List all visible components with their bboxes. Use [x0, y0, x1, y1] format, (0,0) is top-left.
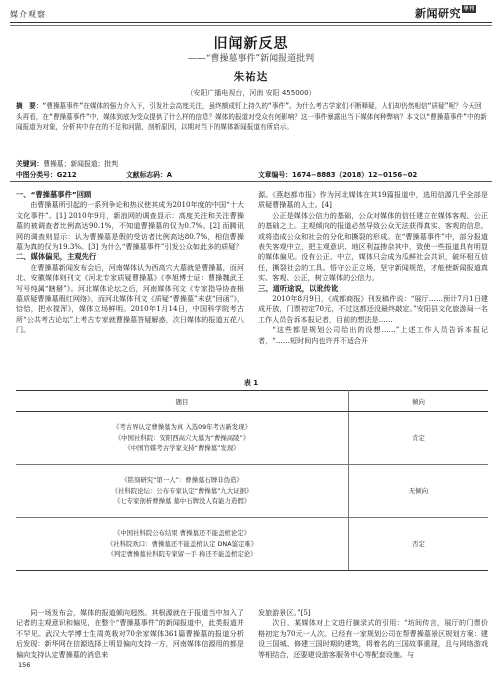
- table-header-tendency: 倾向: [349, 391, 489, 412]
- keywords-label: 关键词：: [16, 160, 44, 168]
- news-title: 《中国社科院公布结果 曹操墓还不能盖棺论定》: [113, 529, 251, 538]
- abstract-text: “曹操墓事件”在媒体的强力介入下，引发社会高度关注，虽终额成钉上持久的“事件”。为什么考古学家们不断释疑，人们却仍然相信“质疑”呢？今天回头再看，在“曹操墓事件”中，媒体到底为受众提供了什么样的信息？媒体的报道对受众有何影响？这一事件暴露出当下媒体何种弊病？本文以“曹操墓事件”中的新闻报道为对象，分析其中存在的不足和问题，剖析原因，以期对当下的媒体新闻报道有所启示。: [16, 102, 487, 132]
- journal-logo-main: 新闻研究: [415, 7, 461, 20]
- document-code: 文献标志码：A: [126, 171, 173, 179]
- paragraph: 次日，某媒体对上文进行摘录式的引用：“坊间传言，展厅的门票价格初定为70元一人次。已经有一家规划公司在帮曹操墓景区规划方案：建设三国城、修建三国时期的建筑，将着名的三国故事重现，且与网络游戏等相结合，还要建设游客服务中心等配套设施。与: [258, 618, 488, 659]
- news-title: 《中国官媒考古学家支持“曹操墓”发现》: [124, 444, 240, 453]
- journal-logo: [415, 5, 476, 21]
- keywords-text: 曹操墓；新闻报道；批判: [43, 160, 118, 168]
- table-1: [16, 390, 488, 571]
- table-row: [16, 465, 488, 518]
- news-title: 《七专家剖析曹操墓 墓中石牌没人有能力造假》: [113, 497, 251, 506]
- section-heading-3: 三、道听途说，以讹传讹: [258, 283, 339, 293]
- page-number: 156: [18, 661, 31, 669]
- header-rule: [10, 22, 492, 23]
- table-cell-tendency: 肯定: [349, 412, 489, 465]
- body-column-left-lower: [16, 608, 244, 660]
- body-column-right-lower: [258, 608, 488, 660]
- section-heading-1: 一、“曹操墓事件”回顾: [16, 190, 92, 199]
- table-caption: 表 1: [243, 379, 259, 387]
- table-cell-titles: [16, 518, 349, 571]
- section-heading-2: 二、媒体偏见，主观先行: [16, 252, 97, 262]
- abstract: [16, 101, 488, 133]
- body-column-left: [16, 190, 244, 336]
- paragraph: 源。《燕赵都市报》作为河北媒体在其19篇报道中，选用信源几乎全部是质疑曹操墓的人士。[4]: [258, 190, 488, 210]
- journal-logo-sub: 导刊: [463, 6, 475, 12]
- author-affiliation: （安阳广播电视台，河南 安阳 455000）: [186, 89, 316, 97]
- abstract-label: 摘 要：: [16, 102, 43, 110]
- paragraph: 公正是媒体公信力的基础，公众对媒体的信任建立在媒体客观、公正的基础之上。主观倾向的报道必然导致公众无法获得真实、客观的信息，或将造成公众和社会的分化和撕裂的形成。在“曹操墓事件”中，部分报道表失客观中立，把主观意识、地区利益掺杂其中，致使一些报道具有明显的媒体偏见。没有公正、中立，媒体只会成为瓜鲜社会共识，破坏相互信任，撕裂社会的工具。悟守公正立场，坚守新闻规范，才能使新闻报道真实、客观、公正，树立媒体的公信力。: [258, 210, 488, 283]
- keywords: [16, 158, 118, 168]
- table-header-row: [16, 391, 488, 412]
- paragraph: 2010年8月9日，《成都商报》刊发稿件说：“展厅……预计7月1日建成开放，门票初定70元，不过这都还没最终敲定。”安阳县文化旅游局一名工作人员告诉本报记者，目前的想法是……: [258, 294, 488, 324]
- article-author: 朱祐达: [233, 71, 269, 83]
- header-rule-thin: [10, 25, 492, 26]
- paragraph: “这些都是规划公司给出的设想……”上述工作人员告诉本报记者，“……短时间内也许并不适合开: [258, 325, 488, 345]
- table-row: [16, 412, 488, 465]
- body-column-right: [258, 190, 488, 346]
- paragraph: 发旅游景区。”[5]: [258, 608, 311, 617]
- paragraph: 同一场发布会，媒体的报道倾向迥然。其根源就在于报道当中加入了记者的主观意识和偏见，在整个“曹操墓事件”的新闻报道中，此类报道并不罕见。武汉大学博士生周英栽对70余家媒体361篇曹操墓的报道分析后发现：新华网在信源选择上明显偏向支持一方，河南媒体信源用的都是偏向支持认定曹操墓的消息来: [16, 608, 244, 659]
- article-title: 旧闻新反思: [213, 36, 289, 52]
- news-title: 《社科院论坛：公布专家认定“曹操墓”九大证据》: [111, 486, 253, 495]
- section-label: 媒介观察: [10, 10, 46, 19]
- news-title: 《中国社科院：安阳西高穴大墓为“曹操高陵”》: [114, 433, 250, 442]
- article-number: 文章编号：1674−8883（2018）12−0156−02: [258, 171, 418, 179]
- news-title: 《考古界认定曹操墓为真 入选09年考古新发现》: [113, 423, 251, 432]
- table-row: [16, 518, 488, 571]
- news-title: 《社科院欢口：曹操墓还不能盖棺认定 DNA鉴定难》: [106, 539, 258, 548]
- article-subtitle: ——“曹操墓事件”新闻报道批判: [187, 54, 315, 64]
- table-cell-tendency: 无倾向: [349, 465, 489, 518]
- table-cell-titles: [16, 465, 349, 518]
- paragraph: 由曹操墓所引起的一系列争论和热议使其成为2010年度的中国“十大文化事件”。[1] 2010年9月，新浪网的调查显示：高度关注和关注曹操墓的被调查者比例高达90.1%，不知道曹操墓的仅为0.7%。[2] 而腾讯网的调查则显示：认为曹操墓是假的受访者比例高达80.7%，相信曹操墓为真的仅为19.3%。[3] 为什么“曹操墓事件”引发公众如此多的质疑？: [16, 200, 244, 252]
- table-header-title: 题目: [16, 391, 349, 412]
- paragraph: 在曹操墓新闻发布会后，河南媒体认为西高穴大墓就是曹操墓，而河北、安徽媒体则刊文《河北专家质疑曹操墓》《李旭博士证：曹操魏武王写号纯属“瞎掰”》。河北媒体论坛之后，河南媒体刊文《专家指导协查根墓质疑曹操墓瑕红网络》，而河北媒体刊文《质疑“曹操墓”未获“回函”》，恰恰，把水搅浑》，媒体立场鲜明。2010年1月14日，中国科学院考古所“公共考古论坛”上考古专家就曹操墓答疑解惑，次日媒体的报道五花八门。: [16, 262, 244, 335]
- table-cell-titles: [16, 412, 349, 465]
- clc-number: 中图分类号：G212: [16, 171, 77, 179]
- news-title: 《判定曹操墓社科院专家留一手 称还不能盖棺定论》: [107, 550, 257, 559]
- table-cell-tendency: 否定: [349, 518, 489, 571]
- front-matter-rule: [10, 181, 492, 182]
- news-title: 《铭刻研究“第一人”：曹操墓石牌非伪造》: [121, 476, 243, 485]
